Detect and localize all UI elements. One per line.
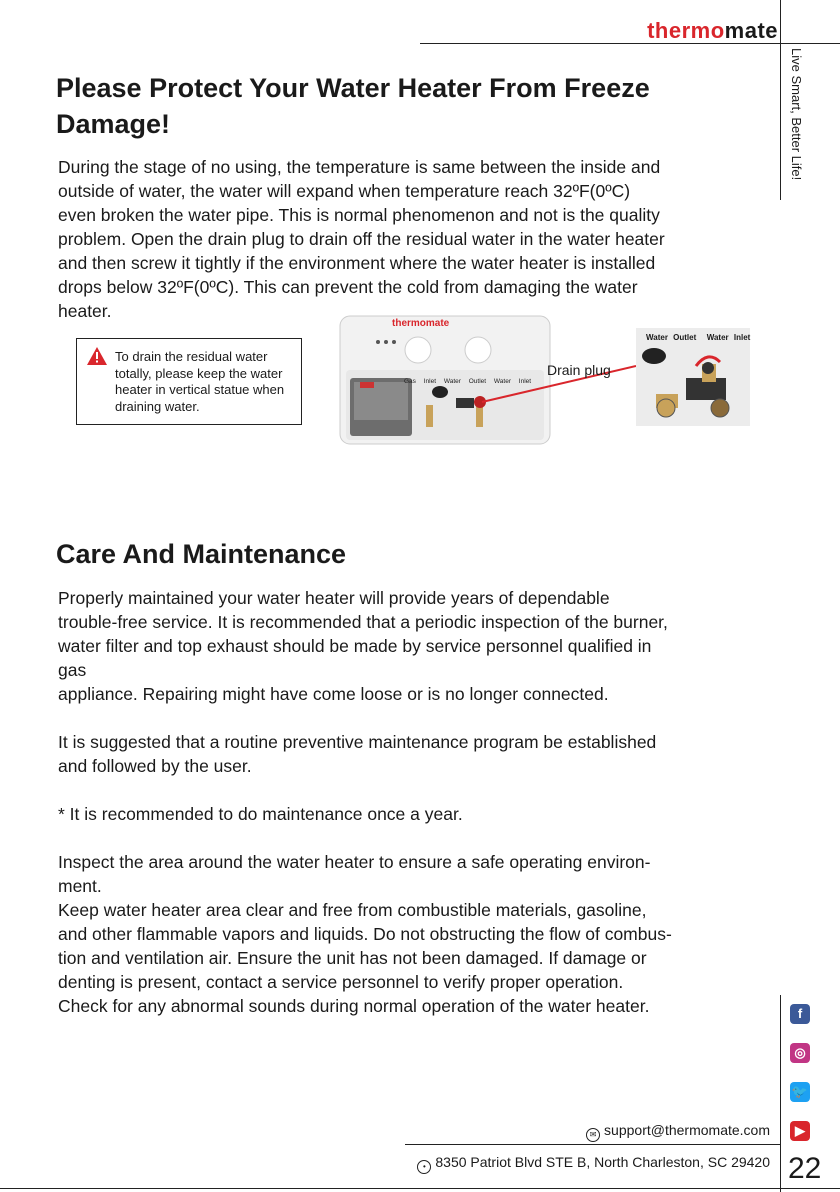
text-line: ment. [58,876,102,896]
drain-plug-label: Drain plug [547,362,611,378]
text-line: Keep water heater area clear and free from combustible materials, gasoline, [58,900,647,920]
text-line: and then screw it tightly if the environment where the water heater is installed [58,253,656,273]
text-line: water filter and top exhaust should be made by service personnel qualified in [58,636,652,656]
unit-inlet-labels: Gas Inlet Water Outlet Water Inlet [404,378,532,385]
text-line: gas [58,660,87,680]
header-rule [420,43,840,44]
text-line: and other flammable vapors and liquids. Do not obstructing the flow of combus- [58,924,672,944]
text-line: heater in vertical statue when [115,382,285,397]
footer-rule [405,1144,780,1145]
youtube-icon[interactable]: ▶ [790,1121,810,1141]
text-line: During the stage of no using, the temperature is same between the inside and [58,157,661,177]
text-line: heater. [58,301,112,321]
page-number: 22 [788,1152,822,1185]
header-vertical-rule [780,0,781,200]
text-line: To drain the residual water [115,349,268,364]
section2-title: Care And Maintenance [56,539,347,569]
section1-title: Please Protect Your Water Heater From Freeze Damage! [56,73,650,139]
location-icon: • [417,1160,431,1174]
warning-box [76,338,302,425]
text-line: Inspect the area around the water heater to ensure a safe operating environ- [58,852,651,872]
text-line: * It is recommended to do maintenance once a year. [58,804,463,824]
tagline: Live Smart, Better Life! [789,48,804,181]
closeup-labels: Water Outlet Water Inlet [646,333,751,342]
warning-text [115,349,299,415]
email-icon: ✉ [586,1128,600,1142]
text-line [58,778,672,802]
section1-paragraph [58,155,665,323]
unit-brand: thermomate [392,318,450,329]
text-line [58,706,672,730]
text-line: even broken the water pipe. This is normal phenomenon and not is the quality [58,205,660,225]
facebook-icon[interactable]: f [790,1004,810,1024]
text-line: Properly maintained your water heater will provide years of dependable [58,588,610,608]
twitter-icon[interactable]: 🐦 [790,1082,810,1102]
text-line: and followed by the user. [58,756,252,776]
text-line: denting is present, contact a service personnel to verify proper operation. [58,972,624,992]
text-line: outside of water, the water will expand when temperature reach 32ºF(0ºC) [58,181,631,201]
section2-paragraph [58,586,672,1018]
text-line: drops below 32ºF(0ºC). This can prevent the cold from damaging the water [58,277,638,297]
text-line [58,826,672,850]
bottom-rule [0,1188,840,1189]
text-line: It is suggested that a routine preventive maintenance program be established [58,732,657,752]
drain-closeup-photo [636,328,750,426]
text-line: problem. Open the drain plug to drain off the residual water in the water heater [58,229,665,249]
text-line: tion and ventilation air. Ensure the unit has not been damaged. If damage or [58,948,647,968]
footer-address: • 8350 Patriot Blvd STE B, North Charleston, SC 29420 [417,1154,770,1174]
text-line: draining water. [115,398,200,414]
instagram-icon[interactable]: ◎ [790,1043,810,1063]
text-line: totally, please keep the water [115,365,283,381]
text-line: trouble-free service. It is recommended that a periodic inspection of the burner, [58,612,668,632]
footer-vertical-rule [780,995,781,1192]
brand-logo: thermomate [647,18,778,43]
warning-icon [87,347,107,365]
text-line: appliance. Repairing might have come loose or is no longer connected. [58,684,609,704]
footer-email: ✉ support@thermomate.com [586,1122,770,1142]
text-line: Check for any abnormal sounds during normal operation of the water heater. [58,996,650,1016]
